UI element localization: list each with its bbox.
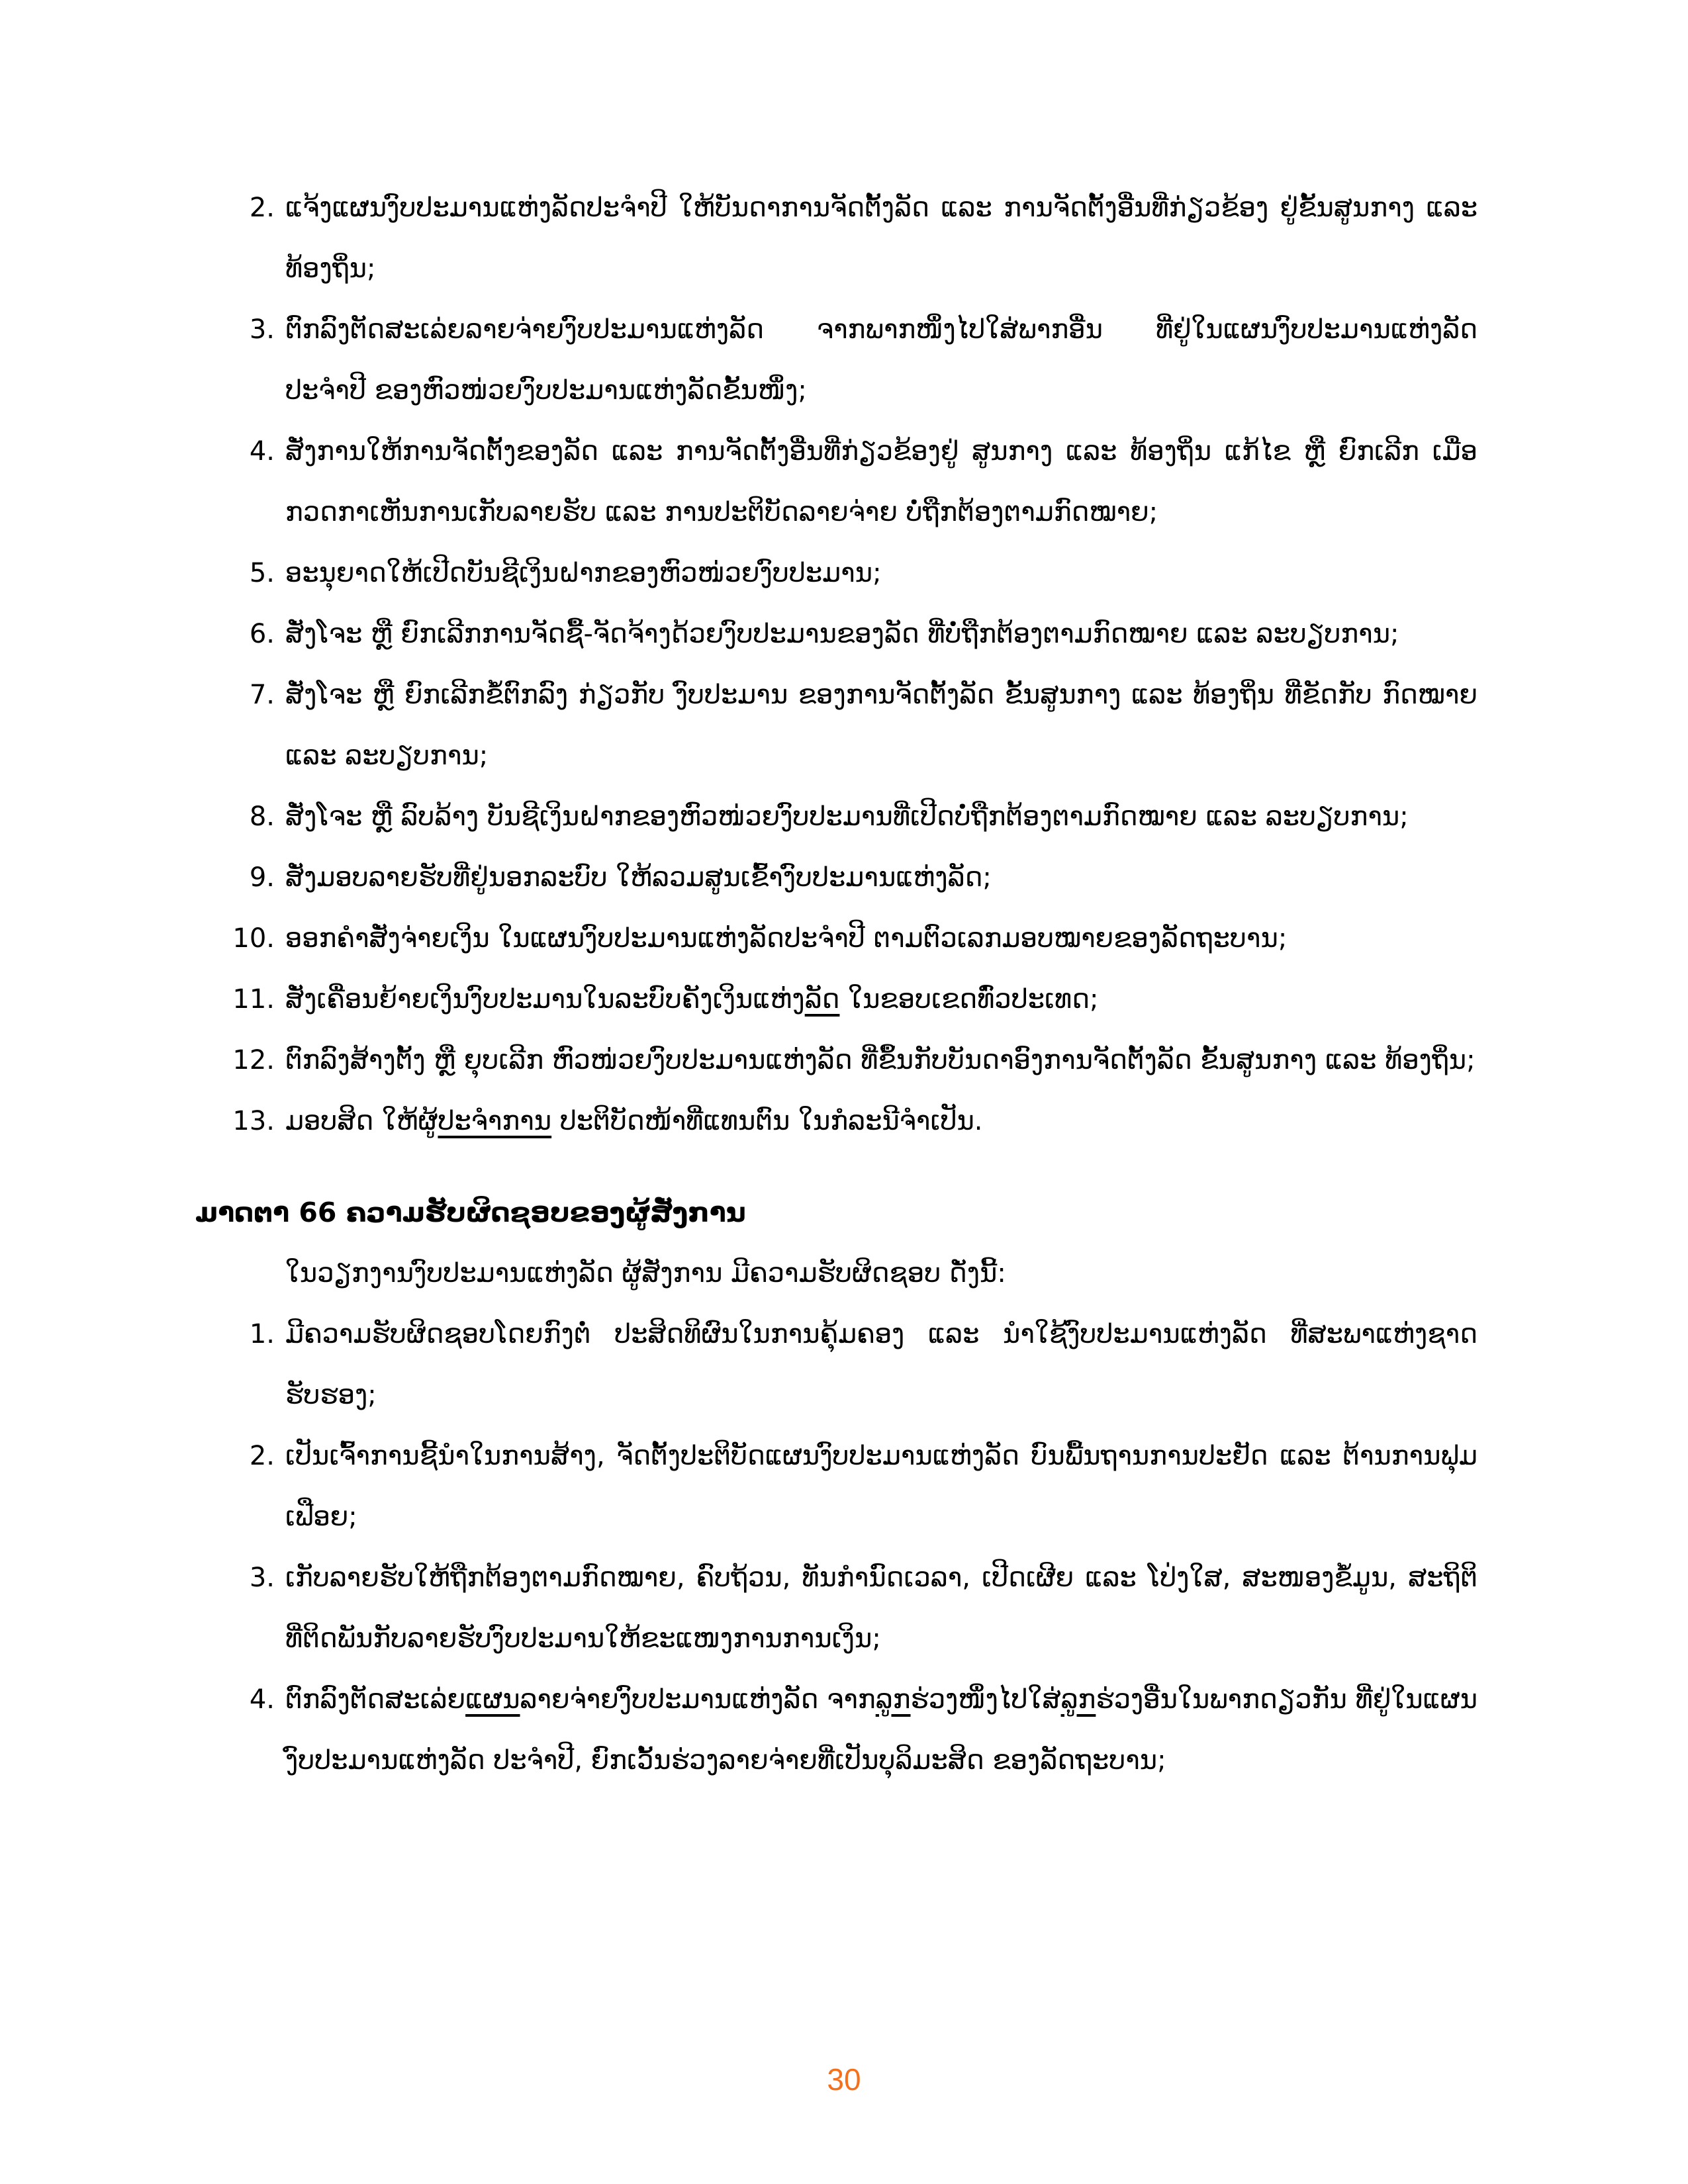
item-number: 2. (249, 1441, 275, 1471)
item-number: 1. (249, 1319, 275, 1349)
item-number: 7. (249, 680, 275, 710)
article-66-intro: ໃນວຽກງານງົບປະມານແຫ່ງລັດ ຜູ້ສັ່ງການ ມີຄວາມຮັບຜິດຊອບ ດັ່ງນີ້: (285, 1258, 1006, 1289)
list-item-7 (195, 664, 1477, 786)
item-text-segment: ອະນຸຍາດໃຫ້ເປີດບັນຊີເງິນຝາກຂອງຫົວໜ່ວຍງົບປະມານ; (285, 558, 882, 588)
item-number: 8. (249, 801, 275, 832)
item-number: 3. (249, 1563, 275, 1593)
item-text-segment: ຮ່ວງອື່ນໃນພາກດຽວກັນ ທີ່ຢູ່ໃນແຜນງົບປະມານແຫ່ງລັດ ປະຈຳປີ, ຍົກເວັ້ນຮ່ວງລາຍຈ່າຍທີ່ເປັນບຸລິມະສິດ ຂອງລັດຖະບານ; (285, 1684, 1477, 1776)
item-text-segment: ມີຄວາມຮັບຜິດຊອບໂດຍກົງຕໍ່ ປະສິດທິຜົນໃນການຄຸ້ມຄອງ ແລະ ນຳໃຊ້ງົບປະມານແຫ່ງລັດ ທີ່ສະພາແຫ່ງຊາດຮັບຮອງ; (285, 1319, 1477, 1410)
item-text-segment: ອອກຄຳສັ່ງຈ່າຍເງິນ ໃນແຜນງົບປະມານແຫ່ງລັດປະຈຳປີ ຕາມຕົວເລກມອບໝາຍຂອງລັດຖະບານ; (285, 923, 1288, 954)
item-number: 10. (232, 923, 275, 954)
item-text-segment: ສັ່ງມອບລາຍຮັບທີ່ຢູ່ນອກລະບົບ ໃຫ້ລວມສູນເຂົ້າງົບປະມານແຫ່ງລັດ; (285, 862, 992, 893)
item-text-segment: ສັ່ງໂຈະ ຫຼື ຍົກເລີກຂໍ້ຕົກລົງ ກ່ຽວກັບ ງົບປະມານ ຂອງການຈັດຕັ້ງລັດ ຂັ້ນສູນກາງ ແລະ ທ້ອງຖິ່ນ ທີ່ຂັດກັບ ກົດໝາຍ ແລະ ລະບຽບການ; (285, 680, 1477, 771)
list2-item-2 (195, 1426, 1477, 1547)
item-text-segment: ປະຕິບັດໜ້າທີ່ແທນຕົນ ໃນກໍລະນີຈຳເປັນ. (551, 1106, 983, 1136)
item-text (285, 177, 1477, 299)
item-text-segment: ເກັບລາຍຮັບໃຫ້ຖືກຕ້ອງຕາມກົດໝາຍ, ຄົບຖ້ວນ, ທັນກຳນົດເວລາ, ເປີດເຜີຍ ແລະ ໂປ່ງໃສ, ສະໜອງຂໍ້ມູນ, ສະຖິຕິ ທີ່ຕິດພັນກັບລາຍຮັບງົບປະມານໃຫ້ຂະແໜງການການເງິນ; (285, 1563, 1477, 1654)
item-text (285, 1091, 1477, 1152)
item-number: 2. (249, 193, 275, 223)
underlined-text: ປະຈຳການ (438, 1106, 552, 1136)
underlined-text: ລູກ (875, 1684, 911, 1715)
page-number: 30 (827, 2062, 861, 2097)
item-text-segment: ຕົກລົງຕັດສະເລ່ຍ (285, 1684, 466, 1715)
page-footer (0, 2060, 1688, 2101)
item-number: 12. (232, 1045, 275, 1075)
underlined-text: ລັດ (804, 984, 840, 1015)
item-number: 4. (249, 1684, 275, 1715)
item-text (285, 604, 1477, 664)
list-item-9 (195, 847, 1477, 908)
item-text-segment: ຕົກລົງຕັດສະເລ່ຍລາຍຈ່າຍງົບປະມານແຫ່ງລັດ ຈາກພາກໜຶ່ງໄປໃສ່ພາກອື່ນ ທີ່ຢູ່ໃນແຜນງົບປະມານແຫ່ງລັດ ປະຈຳປີ ຂອງຫົວໜ່ວຍງົບປະມານແຫ່ງລັດຂັ້ນໜຶ່ງ; (285, 314, 1477, 406)
item-text-segment: ໃນຂອບເຂດທົ່ວປະເທດ; (839, 984, 1099, 1015)
item-text-segment: ມອບສິດ ໃຫ້ຜູ້ (285, 1106, 438, 1136)
item-number: 11. (232, 984, 275, 1015)
item-text (285, 908, 1477, 969)
list-item-5 (195, 543, 1477, 604)
item-text (285, 969, 1477, 1030)
item-text (285, 1304, 1477, 1426)
item-text-segment: ສັ່ງໂຈະ ຫຼື ລົບລ້າງ ບັນຊີເງິນຝາກຂອງຫົວໜ່ວຍງົບປະມານທີ່ເປີດບໍ່ຖືກຕ້ອງຕາມກົດໝາຍ ແລະ ລະບຽບການ; (285, 801, 1409, 832)
item-text (285, 1426, 1477, 1547)
list2-item-1 (195, 1304, 1477, 1426)
list2-item-3 (195, 1547, 1477, 1669)
item-number: 6. (249, 619, 275, 649)
list-item-8 (195, 786, 1477, 847)
item-number: 4. (249, 436, 275, 467)
item-text-segment: ສັ່ງເຄື່ອນຍ້າຍເງິນງົບປະມານໃນລະບົບຄັງເງິນແຫ່ງ (285, 984, 805, 1015)
item-text-segment: ແຈ້ງແຜນງົບປະມານແຫ່ງລັດປະຈຳປີ ໃຫ້ບັນດາການຈັດຕັ້ງລັດ ແລະ ການຈັດຕັ້ງອື່ນທີ່ກ່ຽວຂ້ອງ ຢູ່ຂັ້ນສູນກາງ ແລະ ທ້ອງຖິ່ນ; (285, 193, 1477, 284)
list-item-10 (195, 908, 1477, 969)
item-text (285, 299, 1477, 421)
list-item-3 (195, 299, 1477, 421)
item-text-segment: ສັ່ງໂຈະ ຫຼື ຍົກເລີກການຈັດຊື້-ຈັດຈ້າງດ້ວຍງົບປະມານຂອງລັດ ທີ່ບໍ່ຖືກຕ້ອງຕາມກົດໝາຍ ແລະ ລະບຽບການ; (285, 619, 1399, 649)
list2-item-4 (195, 1669, 1477, 1791)
underlined-text: ລູກ (1060, 1684, 1096, 1715)
item-text (285, 1669, 1477, 1791)
item-text-segment: ຕົກລົງສ້າງຕັ້ງ ຫຼື ຍຸບເລີກ ຫົວໜ່ວຍງົບປະມານແຫ່ງລັດ ທີ່ຂຶ້ນກັບບັນດາອົງການຈັດຕັ້ງລັດ ຂັ້ນສູນກາງ ແລະ ທ້ອງຖິ່ນ; (285, 1045, 1476, 1075)
item-text (285, 786, 1477, 847)
item-number: 5. (249, 558, 275, 588)
list-item-2 (195, 177, 1477, 299)
item-text-segment: ເປັນເຈົ້າການຊີ້ນຳໃນການສ້າງ, ຈັດຕັ້ງປະຕິບັດແຜນງົບປະມານແຫ່ງລັດ ບົນພື້ນຖານການປະຢັດ ແລະ ຕ້ານການຟຸມເຟືອຍ; (285, 1441, 1477, 1532)
item-text-segment: ຮ່ວງໜຶ່ງໄປໃສ່ (910, 1684, 1061, 1715)
item-text (285, 543, 1477, 604)
document-body (195, 177, 1477, 1791)
item-text-segment: ລາຍຈ່າຍງົບປະມານແຫ່ງລັດ ຈາກ (520, 1684, 876, 1715)
list-item-12 (195, 1030, 1477, 1091)
item-text (285, 421, 1477, 543)
item-text (285, 1030, 1477, 1091)
list-item-6 (195, 604, 1477, 664)
item-number: 13. (232, 1106, 275, 1136)
list-item-4 (195, 421, 1477, 543)
list-item-13 (195, 1091, 1477, 1152)
list-item-11 (195, 969, 1477, 1030)
item-text (285, 1547, 1477, 1669)
item-text-segment: ສັ່ງການໃຫ້ການຈັດຕັ້ງຂອງລັດ ແລະ ການຈັດຕັ້ງອື່ນທີ່ກ່ຽວຂ້ອງຢູ່ ສູນກາງ ແລະ ທ້ອງຖິ່ນ ແກ້ໄຂ ຫຼື ຍົກເລີກ ເມື່ອກວດກາເຫັນການເກັບລາຍຮັບ ແລະ ການປະຕິບັດລາຍຈ່າຍ ບໍ່ຖືກຕ້ອງຕາມກົດໝາຍ; (285, 436, 1477, 527)
item-number: 9. (249, 862, 275, 893)
item-number: 3. (249, 314, 275, 345)
underlined-text: ແຜນ (465, 1684, 520, 1715)
item-text (285, 847, 1477, 908)
item-text (285, 664, 1477, 786)
article-66-heading: ມາດຕາ 66 ຄວາມຮັບຜິດຊອບຂອງຜູ້ສັ່ງການ (195, 1197, 746, 1228)
